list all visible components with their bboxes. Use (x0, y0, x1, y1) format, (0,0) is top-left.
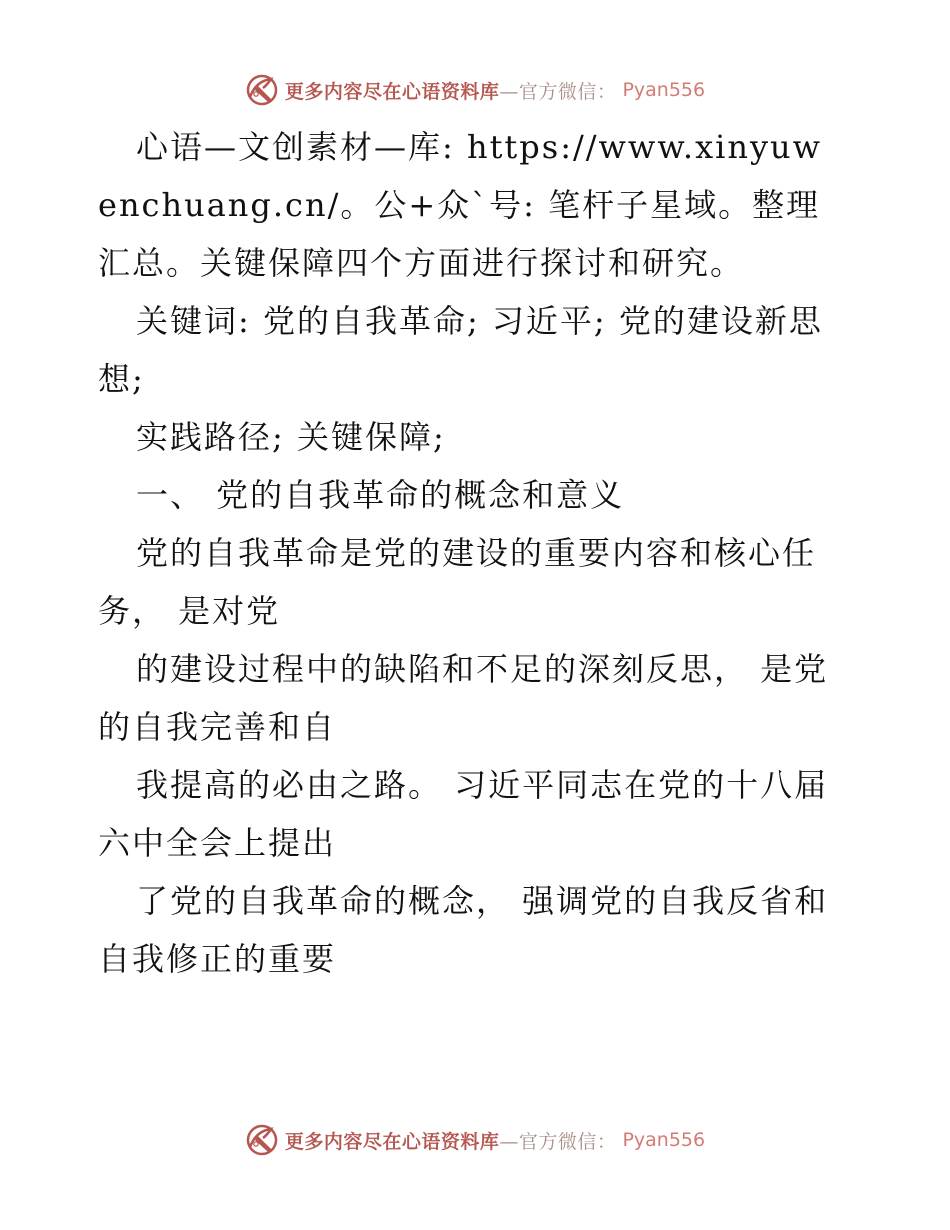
paragraph-body-3: 我提高的必由之路。 习近平同志在党的十八届六中全会上提出 (98, 766, 829, 862)
paragraph-body-2: 的建设过程中的缺陷和不足的深刻反思， 是党的自我完善和自 (98, 650, 829, 746)
paragraph-body-4: 了党的自我革命的概念， 强调党的自我反省和自我修正的重要 (98, 882, 829, 978)
pen-logo-icon (245, 73, 279, 107)
section-heading-1: 一、 党的自我革命的概念和意义 (136, 476, 625, 514)
header-wechat-id: Pyan556 (622, 79, 706, 101)
footer-wechat-id: Pyan556 (622, 1129, 706, 1151)
header-banner-text: 更多内容尽在心语资料库—官方微信： (284, 80, 617, 103)
paragraph-keywords-cont: 实践路径; 关键保障; (136, 418, 446, 456)
document-body (98, 118, 838, 988)
paragraph-body-1: 党的自我革命是党的建设的重要内容和核心任务， 是对党 (98, 534, 817, 630)
footer-banner-text: 更多内容尽在心语资料库—官方微信： (284, 1130, 617, 1153)
footer-banner (0, 1120, 950, 1160)
header-banner (0, 70, 950, 110)
paragraph-source-note: 心语—文创素材—库: https://www.xinyuwenchuang.cn/。公+众`号: 笔杆子星域。整理汇总。关键保障四个方面进行探讨和研究。 (98, 128, 823, 282)
paragraph-keywords: 关键词: 党的自我革命; 习近平; 党的建设新思想; (98, 302, 823, 398)
pen-logo-icon (245, 1123, 279, 1157)
